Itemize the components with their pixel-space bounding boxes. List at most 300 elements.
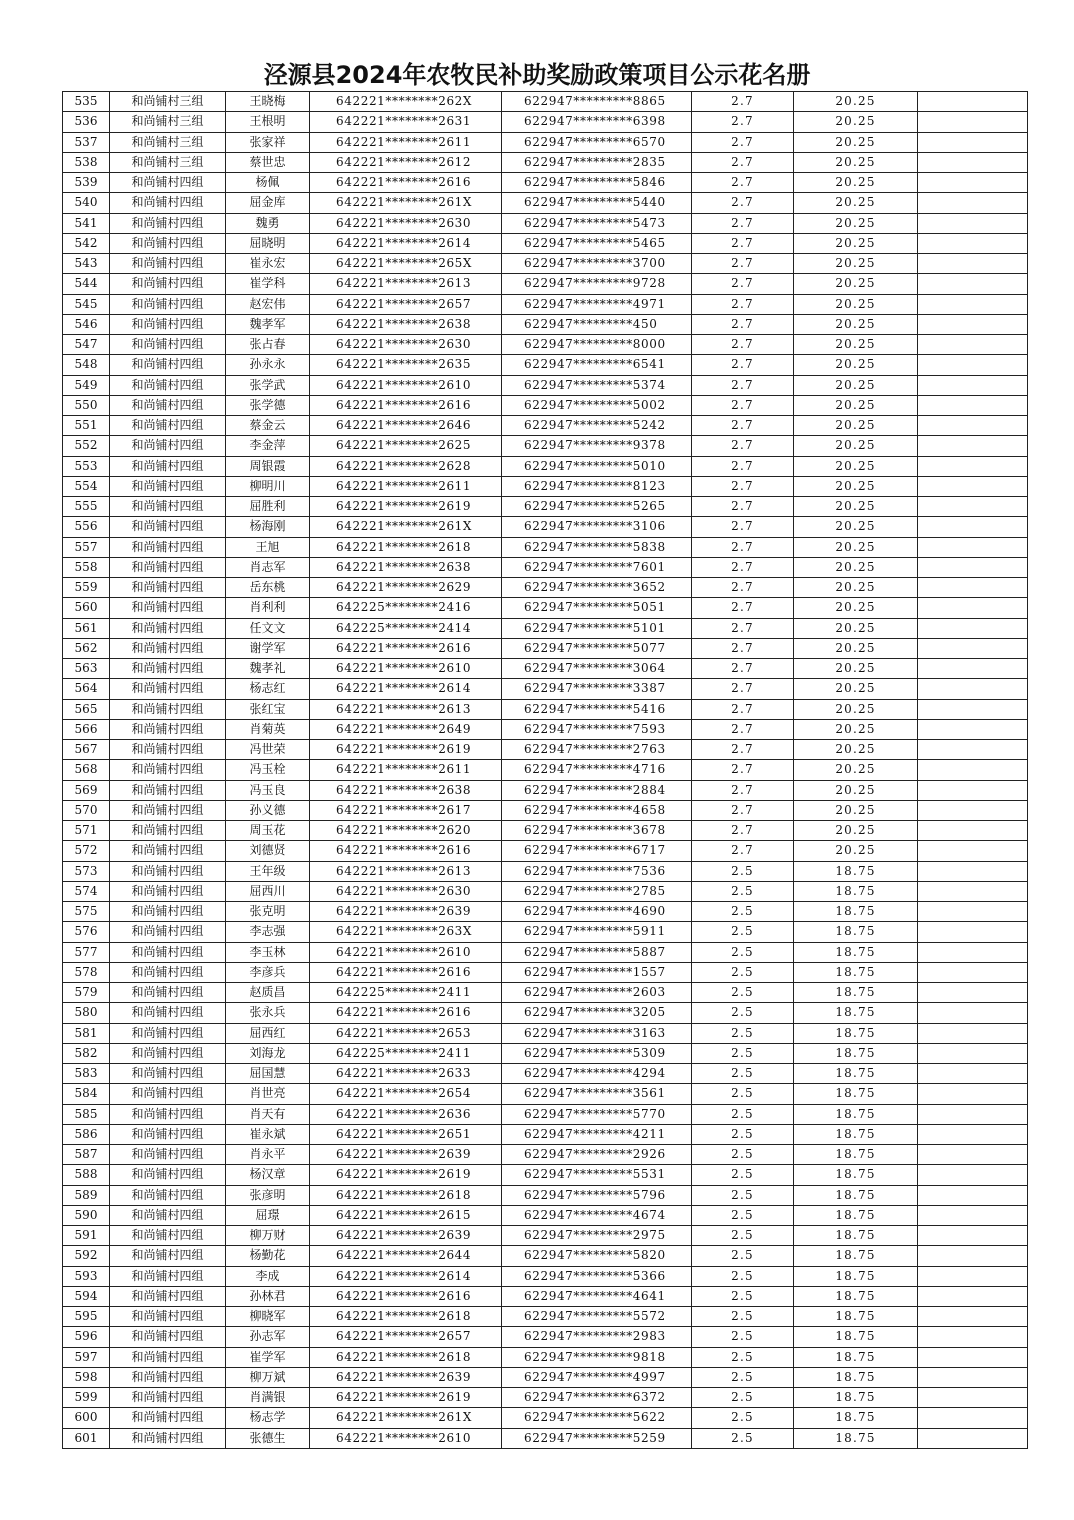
id-number-cell: 642221********2612 bbox=[310, 152, 502, 172]
village-group-cell: 和尚铺村四组 bbox=[110, 193, 226, 213]
name-cell: 冯玉良 bbox=[226, 780, 310, 800]
row-number-cell: 556 bbox=[63, 517, 110, 537]
row-number-cell: 557 bbox=[63, 537, 110, 557]
remark-cell bbox=[918, 638, 1028, 658]
village-group-cell: 和尚铺村四组 bbox=[110, 618, 226, 638]
quantity-cell: 2.7 bbox=[692, 294, 794, 314]
row-number-cell: 574 bbox=[63, 881, 110, 901]
amount-cell: 18.75 bbox=[794, 881, 918, 901]
id-number-cell: 642221********2651 bbox=[310, 1124, 502, 1144]
bank-account-cell: 622947*********3561 bbox=[502, 1084, 692, 1104]
bank-account-cell: 622947*********3678 bbox=[502, 821, 692, 841]
village-group-cell: 和尚铺村四组 bbox=[110, 1347, 226, 1367]
table-row bbox=[63, 436, 1028, 456]
table-row bbox=[63, 355, 1028, 375]
bank-account-cell: 622947*********5374 bbox=[502, 375, 692, 395]
bank-account-cell: 622947*********4690 bbox=[502, 902, 692, 922]
bank-account-cell: 622947*********6717 bbox=[502, 841, 692, 861]
amount-cell: 20.25 bbox=[794, 294, 918, 314]
remark-cell bbox=[918, 395, 1028, 415]
name-cell: 孙林君 bbox=[226, 1286, 310, 1306]
bank-account-cell: 622947*********4211 bbox=[502, 1124, 692, 1144]
row-number-cell: 565 bbox=[63, 699, 110, 719]
id-number-cell: 642221********2639 bbox=[310, 1367, 502, 1387]
amount-cell: 20.25 bbox=[794, 213, 918, 233]
remark-cell bbox=[918, 598, 1028, 618]
amount-cell: 20.25 bbox=[794, 800, 918, 820]
amount-cell: 20.25 bbox=[794, 436, 918, 456]
village-group-cell: 和尚铺村四组 bbox=[110, 294, 226, 314]
table-row bbox=[63, 254, 1028, 274]
village-group-cell: 和尚铺村四组 bbox=[110, 1408, 226, 1428]
name-cell: 孙永永 bbox=[226, 355, 310, 375]
bank-account-cell: 622947*********4674 bbox=[502, 1205, 692, 1225]
row-number-cell: 568 bbox=[63, 760, 110, 780]
bank-account-cell: 622947*********2603 bbox=[502, 983, 692, 1003]
remark-cell bbox=[918, 436, 1028, 456]
remark-cell bbox=[918, 1043, 1028, 1063]
table-row bbox=[63, 1327, 1028, 1347]
id-number-cell: 642221********2613 bbox=[310, 861, 502, 881]
bank-account-cell: 622947*********5531 bbox=[502, 1165, 692, 1185]
row-number-cell: 559 bbox=[63, 578, 110, 598]
village-group-cell: 和尚铺村四组 bbox=[110, 1104, 226, 1124]
remark-cell bbox=[918, 152, 1028, 172]
table-row bbox=[63, 1064, 1028, 1084]
bank-account-cell: 622947*********2763 bbox=[502, 740, 692, 760]
table-row bbox=[63, 1408, 1028, 1428]
row-number-cell: 572 bbox=[63, 841, 110, 861]
bank-account-cell: 622947*********5242 bbox=[502, 416, 692, 436]
id-number-cell: 642221********2616 bbox=[310, 1003, 502, 1023]
bank-account-cell: 622947*********5416 bbox=[502, 699, 692, 719]
id-number-cell: 642221********2630 bbox=[310, 335, 502, 355]
bank-account-cell: 622947*********6398 bbox=[502, 112, 692, 132]
village-group-cell: 和尚铺村四组 bbox=[110, 456, 226, 476]
bank-account-cell: 622947*********9378 bbox=[502, 436, 692, 456]
name-cell: 肖世亮 bbox=[226, 1084, 310, 1104]
name-cell: 杨志学 bbox=[226, 1408, 310, 1428]
remark-cell bbox=[918, 962, 1028, 982]
name-cell: 张德生 bbox=[226, 1428, 310, 1448]
name-cell: 魏孝礼 bbox=[226, 659, 310, 679]
quantity-cell: 2.7 bbox=[692, 233, 794, 253]
name-cell: 孙志军 bbox=[226, 1327, 310, 1347]
id-number-cell: 642221********2610 bbox=[310, 1428, 502, 1448]
id-number-cell: 642221********2639 bbox=[310, 902, 502, 922]
name-cell: 孙义德 bbox=[226, 800, 310, 820]
amount-cell: 20.25 bbox=[794, 92, 918, 112]
id-number-cell: 642221********2636 bbox=[310, 1104, 502, 1124]
bank-account-cell: 622947*********3387 bbox=[502, 679, 692, 699]
village-group-cell: 和尚铺村四组 bbox=[110, 578, 226, 598]
row-number-cell: 562 bbox=[63, 638, 110, 658]
id-number-cell: 642221********261X bbox=[310, 193, 502, 213]
name-cell: 崔永宏 bbox=[226, 254, 310, 274]
quantity-cell: 2.7 bbox=[692, 517, 794, 537]
village-group-cell: 和尚铺村四组 bbox=[110, 861, 226, 881]
id-number-cell: 642221********2625 bbox=[310, 436, 502, 456]
bank-account-cell: 622947*********2884 bbox=[502, 780, 692, 800]
table-row bbox=[63, 1205, 1028, 1225]
amount-cell: 20.25 bbox=[794, 740, 918, 760]
remark-cell bbox=[918, 193, 1028, 213]
table-row bbox=[63, 497, 1028, 517]
quantity-cell: 2.5 bbox=[692, 1226, 794, 1246]
table-row bbox=[63, 699, 1028, 719]
remark-cell bbox=[918, 760, 1028, 780]
quantity-cell: 2.5 bbox=[692, 1043, 794, 1063]
name-cell: 蔡金云 bbox=[226, 416, 310, 436]
table-row bbox=[63, 1246, 1028, 1266]
quantity-cell: 2.5 bbox=[692, 1327, 794, 1347]
remark-cell bbox=[918, 1286, 1028, 1306]
remark-cell bbox=[918, 659, 1028, 679]
id-number-cell: 642221********262X bbox=[310, 92, 502, 112]
id-number-cell: 642221********2633 bbox=[310, 1064, 502, 1084]
quantity-cell: 2.7 bbox=[692, 335, 794, 355]
remark-cell bbox=[918, 132, 1028, 152]
bank-account-cell: 622947*********5622 bbox=[502, 1408, 692, 1428]
quantity-cell: 2.7 bbox=[692, 254, 794, 274]
quantity-cell: 2.5 bbox=[692, 1367, 794, 1387]
table-row bbox=[63, 314, 1028, 334]
amount-cell: 20.25 bbox=[794, 679, 918, 699]
amount-cell: 20.25 bbox=[794, 638, 918, 658]
village-group-cell: 和尚铺村四组 bbox=[110, 557, 226, 577]
remark-cell bbox=[918, 1104, 1028, 1124]
quantity-cell: 2.7 bbox=[692, 314, 794, 334]
row-number-cell: 585 bbox=[63, 1104, 110, 1124]
bank-account-cell: 622947*********2975 bbox=[502, 1226, 692, 1246]
id-number-cell: 642221********2619 bbox=[310, 1388, 502, 1408]
remark-cell bbox=[918, 719, 1028, 739]
village-group-cell: 和尚铺村三组 bbox=[110, 112, 226, 132]
bank-account-cell: 622947*********1557 bbox=[502, 962, 692, 982]
quantity-cell: 2.5 bbox=[692, 902, 794, 922]
name-cell: 冯玉栓 bbox=[226, 760, 310, 780]
bank-account-cell: 622947*********7536 bbox=[502, 861, 692, 881]
bank-account-cell: 622947*********2983 bbox=[502, 1327, 692, 1347]
row-number-cell: 587 bbox=[63, 1145, 110, 1165]
village-group-cell: 和尚铺村四组 bbox=[110, 233, 226, 253]
name-cell: 柳万财 bbox=[226, 1226, 310, 1246]
quantity-cell: 2.7 bbox=[692, 173, 794, 193]
id-number-cell: 642221********2618 bbox=[310, 1347, 502, 1367]
village-group-cell: 和尚铺村四组 bbox=[110, 537, 226, 557]
village-group-cell: 和尚铺村四组 bbox=[110, 1023, 226, 1043]
row-number-cell: 581 bbox=[63, 1023, 110, 1043]
remark-cell bbox=[918, 476, 1028, 496]
table-row bbox=[63, 881, 1028, 901]
quantity-cell: 2.7 bbox=[692, 537, 794, 557]
remark-cell bbox=[918, 173, 1028, 193]
id-number-cell: 642221********2610 bbox=[310, 942, 502, 962]
amount-cell: 18.75 bbox=[794, 1347, 918, 1367]
remark-cell bbox=[918, 537, 1028, 557]
quantity-cell: 2.5 bbox=[692, 1408, 794, 1428]
quantity-cell: 2.7 bbox=[692, 193, 794, 213]
row-number-cell: 569 bbox=[63, 780, 110, 800]
table-row bbox=[63, 1145, 1028, 1165]
name-cell: 赵质昌 bbox=[226, 983, 310, 1003]
bank-account-cell: 622947*********6570 bbox=[502, 132, 692, 152]
table-row bbox=[63, 1165, 1028, 1185]
name-cell: 崔永斌 bbox=[226, 1124, 310, 1144]
name-cell: 肖志军 bbox=[226, 557, 310, 577]
village-group-cell: 和尚铺村四组 bbox=[110, 1165, 226, 1185]
village-group-cell: 和尚铺村四组 bbox=[110, 497, 226, 517]
id-number-cell: 642221********2620 bbox=[310, 821, 502, 841]
quantity-cell: 2.5 bbox=[692, 1347, 794, 1367]
quantity-cell: 2.7 bbox=[692, 132, 794, 152]
row-number-cell: 553 bbox=[63, 456, 110, 476]
bank-account-cell: 622947*********9818 bbox=[502, 1347, 692, 1367]
remark-cell bbox=[918, 861, 1028, 881]
bank-account-cell: 622947*********450 bbox=[502, 314, 692, 334]
remark-cell bbox=[918, 902, 1028, 922]
village-group-cell: 和尚铺村四组 bbox=[110, 638, 226, 658]
quantity-cell: 2.7 bbox=[692, 416, 794, 436]
id-number-cell: 642221********2616 bbox=[310, 962, 502, 982]
remark-cell bbox=[918, 1226, 1028, 1246]
row-number-cell: 536 bbox=[63, 112, 110, 132]
amount-cell: 18.75 bbox=[794, 1205, 918, 1225]
remark-cell bbox=[918, 1266, 1028, 1286]
table-row bbox=[63, 922, 1028, 942]
village-group-cell: 和尚铺村四组 bbox=[110, 699, 226, 719]
quantity-cell: 2.7 bbox=[692, 598, 794, 618]
row-number-cell: 539 bbox=[63, 173, 110, 193]
row-number-cell: 580 bbox=[63, 1003, 110, 1023]
amount-cell: 18.75 bbox=[794, 1226, 918, 1246]
quantity-cell: 2.7 bbox=[692, 476, 794, 496]
id-number-cell: 642221********2644 bbox=[310, 1246, 502, 1266]
row-number-cell: 538 bbox=[63, 152, 110, 172]
amount-cell: 20.25 bbox=[794, 719, 918, 739]
amount-cell: 20.25 bbox=[794, 132, 918, 152]
quantity-cell: 2.5 bbox=[692, 1428, 794, 1448]
village-group-cell: 和尚铺村四组 bbox=[110, 821, 226, 841]
name-cell: 张永兵 bbox=[226, 1003, 310, 1023]
name-cell: 张家祥 bbox=[226, 132, 310, 152]
row-number-cell: 584 bbox=[63, 1084, 110, 1104]
amount-cell: 18.75 bbox=[794, 1286, 918, 1306]
bank-account-cell: 622947*********5770 bbox=[502, 1104, 692, 1124]
quantity-cell: 2.7 bbox=[692, 213, 794, 233]
village-group-cell: 和尚铺村四组 bbox=[110, 274, 226, 294]
quantity-cell: 2.5 bbox=[692, 1003, 794, 1023]
name-cell: 魏勇 bbox=[226, 213, 310, 233]
row-number-cell: 563 bbox=[63, 659, 110, 679]
remark-cell bbox=[918, 1367, 1028, 1387]
name-cell: 屈西红 bbox=[226, 1023, 310, 1043]
id-number-cell: 642221********2653 bbox=[310, 1023, 502, 1043]
village-group-cell: 和尚铺村四组 bbox=[110, 517, 226, 537]
row-number-cell: 573 bbox=[63, 861, 110, 881]
quantity-cell: 2.7 bbox=[692, 152, 794, 172]
row-number-cell: 560 bbox=[63, 598, 110, 618]
bank-account-cell: 622947*********5796 bbox=[502, 1185, 692, 1205]
name-cell: 冯世荣 bbox=[226, 740, 310, 760]
bank-account-cell: 622947*********8865 bbox=[502, 92, 692, 112]
village-group-cell: 和尚铺村四组 bbox=[110, 1064, 226, 1084]
id-number-cell: 642221********2611 bbox=[310, 476, 502, 496]
name-cell: 赵宏伟 bbox=[226, 294, 310, 314]
quantity-cell: 2.5 bbox=[692, 1023, 794, 1043]
remark-cell bbox=[918, 821, 1028, 841]
id-number-cell: 642225********2416 bbox=[310, 598, 502, 618]
amount-cell: 20.25 bbox=[794, 274, 918, 294]
quantity-cell: 2.5 bbox=[692, 1165, 794, 1185]
amount-cell: 18.75 bbox=[794, 1408, 918, 1428]
amount-cell: 20.25 bbox=[794, 254, 918, 274]
name-cell: 李彦兵 bbox=[226, 962, 310, 982]
remark-cell bbox=[918, 1205, 1028, 1225]
amount-cell: 18.75 bbox=[794, 1084, 918, 1104]
village-group-cell: 和尚铺村四组 bbox=[110, 436, 226, 456]
id-number-cell: 642221********2630 bbox=[310, 213, 502, 233]
quantity-cell: 2.5 bbox=[692, 1084, 794, 1104]
amount-cell: 18.75 bbox=[794, 1428, 918, 1448]
table-row bbox=[63, 193, 1028, 213]
amount-cell: 20.25 bbox=[794, 456, 918, 476]
name-cell: 肖利利 bbox=[226, 598, 310, 618]
id-number-cell: 642221********2649 bbox=[310, 719, 502, 739]
name-cell: 杨志红 bbox=[226, 679, 310, 699]
row-number-cell: 594 bbox=[63, 1286, 110, 1306]
amount-cell: 18.75 bbox=[794, 1307, 918, 1327]
table-row bbox=[63, 335, 1028, 355]
quantity-cell: 2.7 bbox=[692, 780, 794, 800]
id-number-cell: 642221********2635 bbox=[310, 355, 502, 375]
bank-account-cell: 622947*********5911 bbox=[502, 922, 692, 942]
table-row bbox=[63, 578, 1028, 598]
id-number-cell: 642221********2611 bbox=[310, 760, 502, 780]
name-cell: 李成 bbox=[226, 1266, 310, 1286]
amount-cell: 18.75 bbox=[794, 861, 918, 881]
remark-cell bbox=[918, 841, 1028, 861]
remark-cell bbox=[918, 881, 1028, 901]
amount-cell: 18.75 bbox=[794, 1023, 918, 1043]
name-cell: 王根明 bbox=[226, 112, 310, 132]
id-number-cell: 642221********2638 bbox=[310, 557, 502, 577]
remark-cell bbox=[918, 699, 1028, 719]
table-row bbox=[63, 1185, 1028, 1205]
bank-account-cell: 622947*********4658 bbox=[502, 800, 692, 820]
quantity-cell: 2.7 bbox=[692, 274, 794, 294]
id-number-cell: 642221********2646 bbox=[310, 416, 502, 436]
bank-account-cell: 622947*********3163 bbox=[502, 1023, 692, 1043]
row-number-cell: 547 bbox=[63, 335, 110, 355]
village-group-cell: 和尚铺村四组 bbox=[110, 213, 226, 233]
village-group-cell: 和尚铺村四组 bbox=[110, 254, 226, 274]
remark-cell bbox=[918, 780, 1028, 800]
amount-cell: 18.75 bbox=[794, 1003, 918, 1023]
bank-account-cell: 622947*********4971 bbox=[502, 294, 692, 314]
row-number-cell: 537 bbox=[63, 132, 110, 152]
name-cell: 杨汉章 bbox=[226, 1165, 310, 1185]
id-number-cell: 642221********2618 bbox=[310, 537, 502, 557]
remark-cell bbox=[918, 335, 1028, 355]
village-group-cell: 和尚铺村四组 bbox=[110, 902, 226, 922]
village-group-cell: 和尚铺村四组 bbox=[110, 1367, 226, 1387]
village-group-cell: 和尚铺村四组 bbox=[110, 841, 226, 861]
amount-cell: 20.25 bbox=[794, 659, 918, 679]
id-number-cell: 642221********265X bbox=[310, 254, 502, 274]
row-number-cell: 548 bbox=[63, 355, 110, 375]
amount-cell: 20.25 bbox=[794, 335, 918, 355]
village-group-cell: 和尚铺村四组 bbox=[110, 922, 226, 942]
remark-cell bbox=[918, 213, 1028, 233]
village-group-cell: 和尚铺村三组 bbox=[110, 152, 226, 172]
name-cell: 肖天有 bbox=[226, 1104, 310, 1124]
quantity-cell: 2.7 bbox=[692, 719, 794, 739]
remark-cell bbox=[918, 740, 1028, 760]
row-number-cell: 593 bbox=[63, 1266, 110, 1286]
table-row bbox=[63, 395, 1028, 415]
village-group-cell: 和尚铺村四组 bbox=[110, 416, 226, 436]
table-row bbox=[63, 1286, 1028, 1306]
amount-cell: 20.25 bbox=[794, 173, 918, 193]
id-number-cell: 642221********2638 bbox=[310, 314, 502, 334]
bank-account-cell: 622947*********3205 bbox=[502, 1003, 692, 1023]
bank-account-cell: 622947*********5309 bbox=[502, 1043, 692, 1063]
village-group-cell: 和尚铺村四组 bbox=[110, 173, 226, 193]
remark-cell bbox=[918, 233, 1028, 253]
table-row bbox=[63, 902, 1028, 922]
remark-cell bbox=[918, 375, 1028, 395]
bank-account-cell: 622947*********3064 bbox=[502, 659, 692, 679]
name-cell: 魏孝军 bbox=[226, 314, 310, 334]
village-group-cell: 和尚铺村三组 bbox=[110, 92, 226, 112]
amount-cell: 20.25 bbox=[794, 760, 918, 780]
amount-cell: 20.25 bbox=[794, 537, 918, 557]
amount-cell: 18.75 bbox=[794, 942, 918, 962]
name-cell: 屈胜利 bbox=[226, 497, 310, 517]
id-number-cell: 642225********2411 bbox=[310, 983, 502, 1003]
remark-cell bbox=[918, 254, 1028, 274]
remark-cell bbox=[918, 1307, 1028, 1327]
beneficiary-table bbox=[62, 91, 1028, 1449]
village-group-cell: 和尚铺村四组 bbox=[110, 598, 226, 618]
remark-cell bbox=[918, 112, 1028, 132]
table-row bbox=[63, 1347, 1028, 1367]
name-cell: 张学德 bbox=[226, 395, 310, 415]
name-cell: 杨海刚 bbox=[226, 517, 310, 537]
id-number-cell: 642221********2614 bbox=[310, 233, 502, 253]
row-number-cell: 592 bbox=[63, 1246, 110, 1266]
id-number-cell: 642221********2616 bbox=[310, 1286, 502, 1306]
id-number-cell: 642221********2628 bbox=[310, 456, 502, 476]
id-number-cell: 642221********2629 bbox=[310, 578, 502, 598]
village-group-cell: 和尚铺村四组 bbox=[110, 335, 226, 355]
amount-cell: 20.25 bbox=[794, 497, 918, 517]
quantity-cell: 2.7 bbox=[692, 638, 794, 658]
remark-cell bbox=[918, 1165, 1028, 1185]
table-row bbox=[63, 983, 1028, 1003]
table-row bbox=[63, 517, 1028, 537]
row-number-cell: 546 bbox=[63, 314, 110, 334]
quantity-cell: 2.7 bbox=[692, 699, 794, 719]
village-group-cell: 和尚铺村四组 bbox=[110, 1388, 226, 1408]
name-cell: 屈西川 bbox=[226, 881, 310, 901]
table-row bbox=[63, 1003, 1028, 1023]
row-number-cell: 564 bbox=[63, 679, 110, 699]
amount-cell: 20.25 bbox=[794, 841, 918, 861]
village-group-cell: 和尚铺村四组 bbox=[110, 780, 226, 800]
village-group-cell: 和尚铺村四组 bbox=[110, 760, 226, 780]
